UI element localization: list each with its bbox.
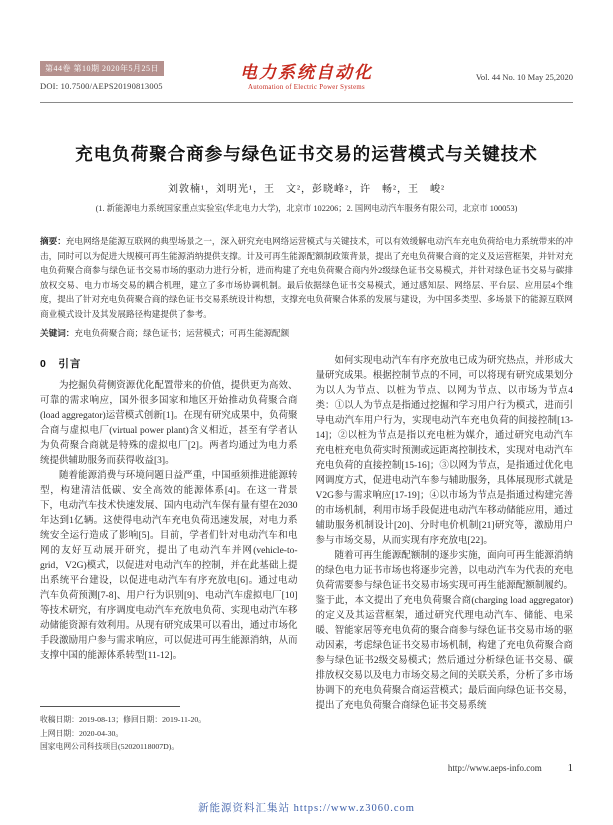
right-column-text xyxy=(316,354,574,746)
footnote-block xyxy=(40,706,298,754)
journal-url-link[interactable]: http://www.aeps-info.com xyxy=(447,763,542,774)
journal-name-cn: 电力系统自动化 xyxy=(240,63,373,82)
body-paragraph: 如何实现电动汽车有序充放电已成为研究热点，并形成大量研究成果。根据控制节点的不同，可以将现有研究成果划分为以人为节点、以桩为节点、以网为节点、以市场为节点4类：①以人为节点是指通过挖掘和学习用户行为模式，进而引导电动汽车用户行为，实现电动汽车充电负荷的间接控制[13-14]；②以桩为节点是指以充电桩为媒介，通过研究电动汽车充电桩充电负荷实时预测或远距离控制技术，实现对电动汽车充电负荷的直接控制[15-16]；③以网为节点，是指通过优化电网调度方式，促进电动汽车参与辅助服务，具体展现形式就是V2G参与需求响应[17-19]；④以市场为节点是指通过构建完善的市场机制，利用市场手段促进电动汽车移动储能应用，通过辅助服务机制设计[20]、分时电价机制[21]研究等，激励用户参与市场交易，从而实现有序充放电[22]。 xyxy=(315,356,573,547)
source-site-banner-link[interactable]: 新能源资料汇集站 https://www.z3060.com xyxy=(198,803,415,814)
right-column xyxy=(316,354,574,774)
journal-name-en: Automation of Electric Power Systems xyxy=(248,84,365,91)
journal-logo xyxy=(230,58,383,91)
affiliation-line: (1. 新能源电力系统国家重点实验室(华北电力大学)，北京市 102206；2. 国网电动汽车服务有限公司，北京市 100053) xyxy=(95,204,518,213)
funding-line: 国家电网公司科技项目(52020118007D)。 xyxy=(40,742,180,752)
volume-info-en: Vol. 44 No. 10 May 25,2020 xyxy=(475,72,573,82)
page-footer xyxy=(316,763,574,774)
keywords-text: 充电负荷聚合商；绿色证书；运营模式；可再生能源配额 xyxy=(74,327,290,338)
received-date-line: 收稿日期：2019-08-13；修回日期：2019-11-20。 xyxy=(40,715,207,725)
header-left xyxy=(40,58,230,91)
body-paragraph: 随着可再生能源配额制的逐步实施，面向可再生能源消纳的绿色电力证书市场也将逐步完善，以电动汽车为代表的充电负荷需要参与绿色证书交易市场实现可再生能源配额制履约。鉴于此，本文提出了充电负荷聚合商(charging load aggregator)的定义及其运营框架，通过研究代理电动汽车、储能、电采暖、智能家居等充电负荷的聚合商参与绿色证书交易市场的驱动因素，考虑绿色证书交易市场机制，构建了充电负荷聚合商参与绿色证书2级交易模式；然后通过分析绿色证书交易、碳排放权交易以及电力市场交易之间的关联关系，分析了多市场协调下的充电负荷聚合商运营模式；最后面向绿色证书交易，提出了充电负荷聚合商绿色证书交易系统 xyxy=(315,551,573,712)
left-column-text xyxy=(40,354,298,700)
left-column xyxy=(40,354,298,774)
page-number: 1 xyxy=(567,763,573,775)
abstract-block xyxy=(40,234,573,322)
keywords-block xyxy=(40,326,573,341)
doi-text: DOI: 10.7500/AEPS20190813005 xyxy=(40,81,163,91)
online-date-line: 上网日期：2020-04-30。 xyxy=(40,728,124,738)
keywords-label: 关键词： xyxy=(40,327,75,338)
body-columns xyxy=(40,354,573,774)
author-list: 刘敦楠¹，刘明光¹，王 文²，彭晓峰²，许 畅²，王 峻² xyxy=(168,184,445,195)
issue-volume-badge: 第44卷 第10期 2020年5月25日 xyxy=(40,61,164,76)
footnote-divider xyxy=(40,706,180,707)
body-paragraph: 随着能源消费与环境问题日益严重，中国亟须推进能源转型，构建清洁低碳、安全高效的能源体系[4]。在这一背景下，电动汽车技术快速发展、国内电动汽车保有量有望在2030年达到1亿辆。这使得电动汽车充电负荷迅速发展，对电力系统安全运行造成了影响[5]。目前，学者们针对电动汽车和电网的友好互动展开研究，提出了电动汽车并网(vehicle-to-grid，V2G)模式，以促进对电动汽车的控制，并在此基础上提出系统平台建设，以促进电动汽车有序充放电[6]。通过电动汽车负荷预测[7-8]、用户行为识别[9]、电动汽车虚拟电厂[10]等技术研究，有序调度电动汽车充放电负荷、实现电动汽车移动储能资源有效利用。从现有研究成果可以看出，通过市场化手段激励用户参与需求响应，可以促进可再生能源消纳，从而支撑中国的能源体系转型[11-12]。 xyxy=(40,471,298,662)
journal-header xyxy=(40,58,573,103)
abstract-text: 充电网络是能源互联网的典型场景之一，深入研究充电网络运营模式与关键技术，可以有效缓解电动汽车充电负荷给电力系统带来的冲击，同时可以为促进大规模可再生能源消纳提供支撑。计及可再生能源配额制政策背景，提出了充电负荷聚合商的定义及运营框架，并针对充电负荷聚合商参与绿色证书交易市场的驱动力进行分析，进而构建了充电负荷聚合商内外2级绿色证书交易模式，并针对绿色证书交易与碳排放权交易、电力市场交易的耦合机理，建立了多市场协调机制。最后依据绿色证书交易模式，通过感知层、网络层、平台层、应用层4个维度，提出了针对充电负荷聚合商的绿色证书交易系统设计构想，支撑充电负荷聚合体系的发展与建设，为中国多类型、多场景下的能源互联网商业模式设计及其发展路径构建提供了参考。 xyxy=(40,236,573,319)
section-heading-introduction: 0 引言 xyxy=(40,358,82,371)
paper-title: 充电负荷聚合商参与绿色证书交易的运营模式与关键技术 xyxy=(75,144,538,164)
body-paragraph: 为挖掘负荷侧资源优化配置带来的价值，提供更为高效、可靠的需求响应，国外很多国家和地区开始推动负荷聚合商(load aggregator)运营模式创新[1]。在现有研究成果中，负荷聚合商与虚拟电厂(virtual power plant)含义相近，甚至有学者认为负荷聚合商就是特殊的虚拟电厂[2]。两者均通过为电力系统提供辅助服务而获得收益[3]。 xyxy=(40,381,298,467)
abstract-label: 摘要： xyxy=(40,236,66,246)
